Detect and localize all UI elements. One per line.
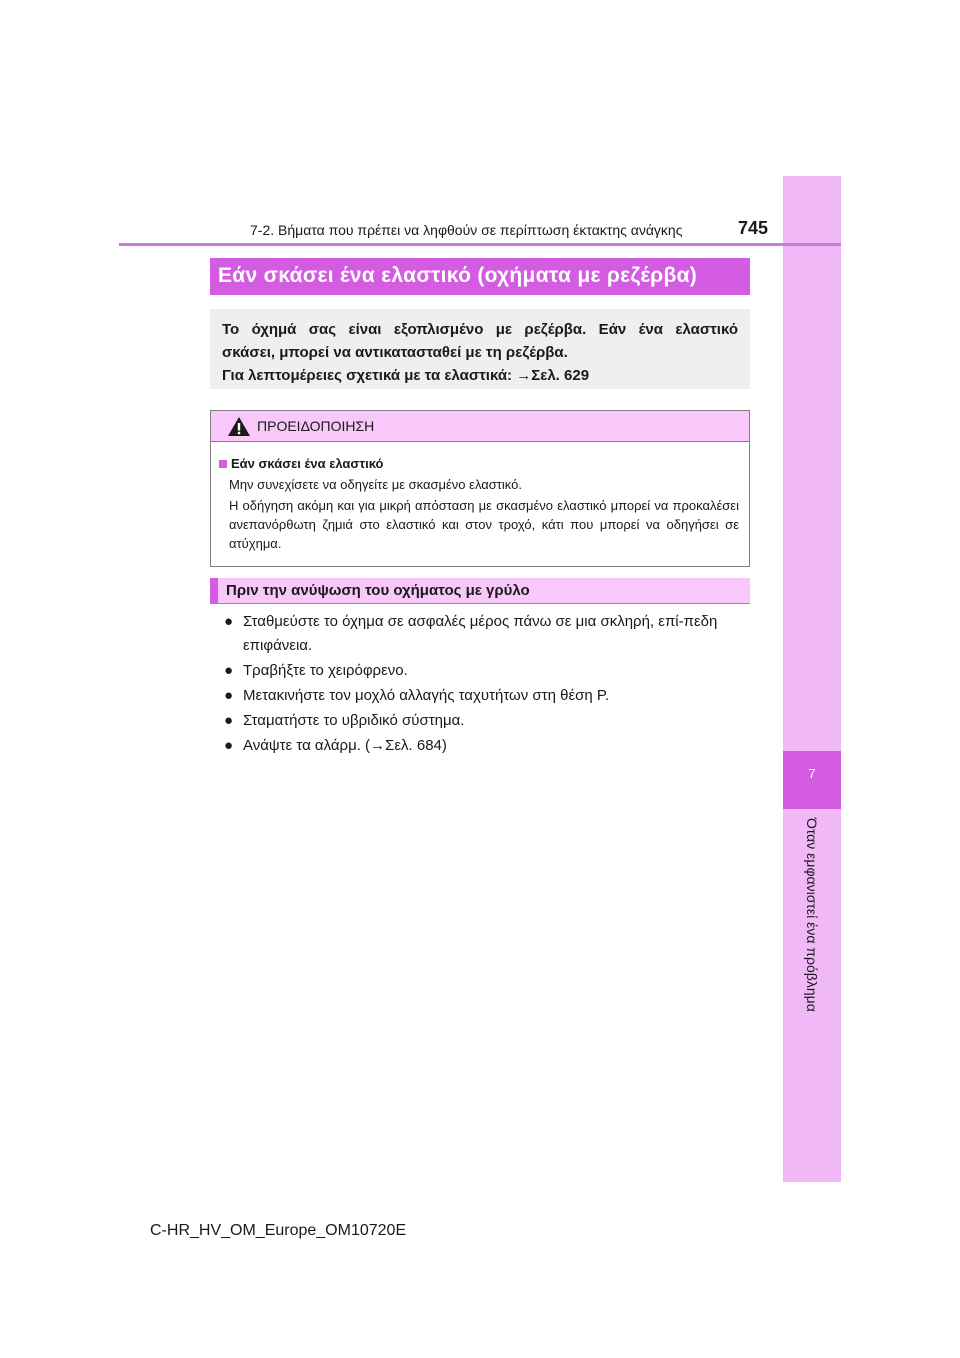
chapter-side-tab bbox=[783, 176, 841, 1182]
intro-line-1: Το όχημά σας είναι εξοπλισμένο με ρεζέρβα. Εάν ένα ελαστικό bbox=[222, 321, 738, 338]
chapter-title-text: Όταν εμφανιστεί ένα πρόβλημα bbox=[804, 818, 820, 1012]
page-title-bar bbox=[210, 258, 750, 295]
intro-line-3: Για λεπτομέρειες σχετικά με τα ελαστικά: →Σελ. 629 bbox=[222, 367, 590, 384]
warning-header bbox=[211, 411, 749, 442]
warning-paragraph-2: Η οδήγηση ακόμη και για μικρή απόσταση με σκασμένο ελαστικό μπορεί να προκαλέσει ανεπανόρθωτη ζημιά στο ελαστικό και στον τροχό, κάτι που μπορεί να οδηγήσει σε ατύχημα. bbox=[229, 498, 739, 551]
square-bullet-icon bbox=[219, 460, 227, 468]
list-item-text: Σταθμεύστε το όχημα σε ασφαλές μέρος πάνω σε μια σκληρή, επί-πεδη επιφάνεια. bbox=[243, 613, 718, 654]
document-code-footer: C-HR_HV_OM_Europe_OM10720E bbox=[150, 1222, 407, 1239]
intro-line-2: σκάσει, μπορεί να αντικατασταθεί με τη ρεζέρβα. bbox=[222, 344, 568, 361]
warning-paragraph-1: Μην συνεχίσετε να οδηγείτε με σκασμένο ελαστικό. bbox=[229, 477, 522, 492]
list-item bbox=[224, 610, 750, 658]
bullet-icon: ● bbox=[224, 687, 234, 704]
warning-box bbox=[210, 410, 750, 567]
list-item-text: Μετακινήστε τον μοχλό αλλαγής ταχυτήτων στη θέση P. bbox=[243, 687, 610, 704]
warning-body bbox=[211, 442, 749, 553]
page-number: 745 bbox=[738, 218, 769, 238]
page-title: Εάν σκάσει ένα ελαστικό (οχήματα με ρεζέρβα) bbox=[218, 264, 698, 287]
list-item bbox=[224, 709, 750, 733]
list-item-text: Τραβήξτε το χειρόφρενο. bbox=[243, 662, 408, 679]
warning-triangle-icon bbox=[227, 416, 251, 437]
chapter-title bbox=[783, 818, 841, 1118]
chapter-number: 7 bbox=[808, 766, 816, 781]
list-item bbox=[224, 734, 750, 758]
list-item bbox=[224, 684, 750, 708]
intro-box bbox=[210, 309, 750, 389]
bullet-icon: ● bbox=[224, 712, 234, 729]
bullet-icon: ● bbox=[224, 613, 234, 630]
list-item-text: Ανάψτε τα αλάρμ. (→Σελ. 684) bbox=[243, 737, 447, 754]
instruction-list bbox=[224, 610, 750, 759]
warning-heading: ΠΡΟΕΙΔΟΠΟΙΗΣΗ bbox=[257, 418, 375, 434]
list-item bbox=[224, 659, 750, 683]
bullet-icon: ● bbox=[224, 662, 234, 679]
bullet-icon: ● bbox=[224, 737, 234, 754]
section-header: 7-2. Βήματα που πρέπει να ληφθούν σε περίπτωση έκτακτης ανάγκης bbox=[250, 222, 683, 238]
subsection-title: Πριν την ανύψωση του οχήματος με γρύλο bbox=[226, 582, 530, 599]
header-divider bbox=[119, 243, 841, 246]
warning-subheading-text: Εάν σκάσει ένα ελαστικό bbox=[231, 456, 384, 471]
list-item-text: Σταματήστε το υβριδικό σύστημα. bbox=[243, 712, 465, 729]
warning-subheading bbox=[219, 454, 739, 473]
subsection-title-bar bbox=[210, 578, 750, 604]
